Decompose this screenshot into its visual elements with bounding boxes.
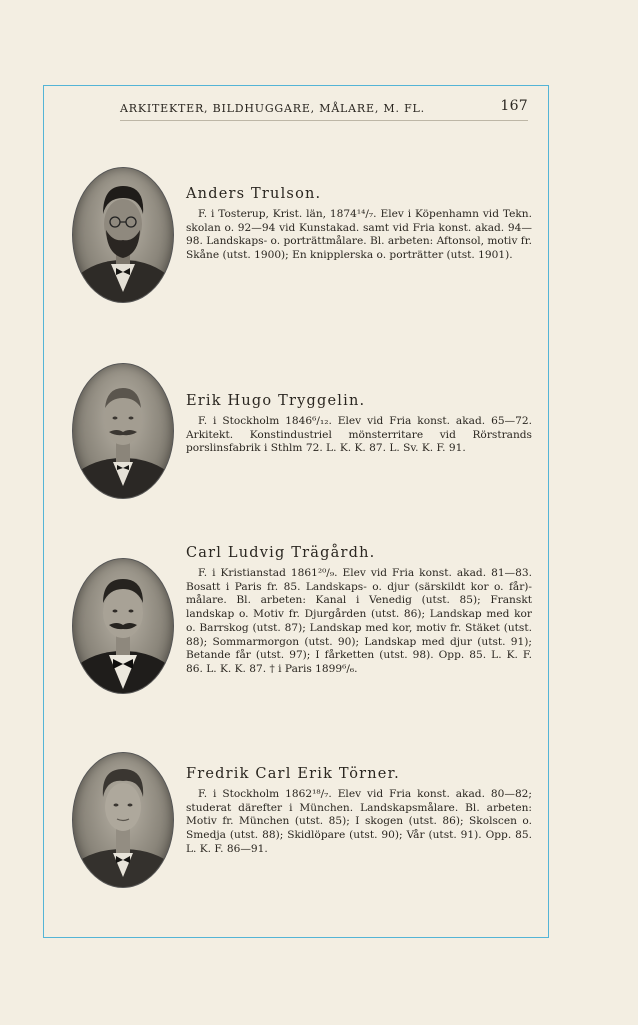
portrait-anders-trulson bbox=[72, 167, 174, 303]
entry-bio: F. i Stockholm 1862¹⁸/₇. Elev vid Fria konst. akad. 80—82; studerat därefter i München. Landskapsmålare. Bl. arbeten: Motiv fr. München (utst. 85); I skogen (utst. 86); Skolscen o. Smedja (utst. 88); Skidlöpare (utst. 90); Vår (utst. 91). Opp. 85. L. K. F. 86—91. bbox=[186, 788, 532, 855]
entry-bio: F. i Kristianstad 1861²⁰/₉. Elev vid Fria konst. akad. 81—83. Bosatt i Paris fr. 85. Landskaps- o. djur (särskildt kor o. får)-målare. Bl. arbeten: Kanal i Venedig (utst. 85); Franskt landskap o. Motiv fr. Djurgården (utst. 86); Landskap med kor o. Barrskog (utst. 87); Landskap med kor, motiv fr. Stäket (utst. 88); Sommarmorgon (utst. 90); Landskap med djur (utst. 91); Betande får (utst. 97); I fårketten (utst. 98). Opp. 85. L. K. F. 86. L. K. K. 87. † i Paris 1899⁶/₆. bbox=[186, 567, 532, 675]
entry-bio: F. i Stockholm 1846⁶/₁₂. Elev vid Fria konst. akad. 65—72. Arkitekt. Konstindustriel mönsterritare vid Rörstrands porslinsfabrik i Sthlm 72. L. K. K. 87. L. Sv. K. F. 91. bbox=[186, 415, 532, 455]
entry-name: Anders Trulson. bbox=[186, 186, 322, 202]
portrait-carl-ludvig-tragardh bbox=[72, 558, 174, 694]
entry-erik-hugo-tryggelin bbox=[186, 393, 532, 456]
entry-name: Fredrik Carl Erik Törner. bbox=[186, 766, 400, 782]
portrait-erik-hugo-tryggelin bbox=[72, 363, 174, 499]
portrait-fredrik-carl-erik-torner bbox=[72, 752, 174, 888]
entry-fredrik-carl-erik-torner bbox=[186, 766, 532, 857]
entry-name: Carl Ludvig Trägårdh. bbox=[186, 545, 376, 561]
entry-bio: F. i Tosterup, Krist. län, 1874¹⁴/₇. Elev i Köpenhamn vid Tekn. skolan o. 92—94 vid Kunstakad. samt vid Fria konst. akad. 94—98. Landskaps- o. porträttmålare. Bl. arbeten: Aftonsol, motiv fr. Skåne (utst. 1900); En knipplerska o. porträtter (utst. 1901). bbox=[186, 208, 532, 262]
entry-carl-ludvig-tragardh bbox=[186, 545, 532, 677]
running-header bbox=[120, 100, 528, 121]
running-title: ARKITEKTER, BILDHUGGARE, MÅLARE, M. FL. bbox=[120, 102, 425, 115]
entry-name: Erik Hugo Tryggelin. bbox=[186, 393, 366, 409]
page-number: 167 bbox=[500, 98, 528, 114]
entry-anders-trulson bbox=[186, 186, 532, 263]
